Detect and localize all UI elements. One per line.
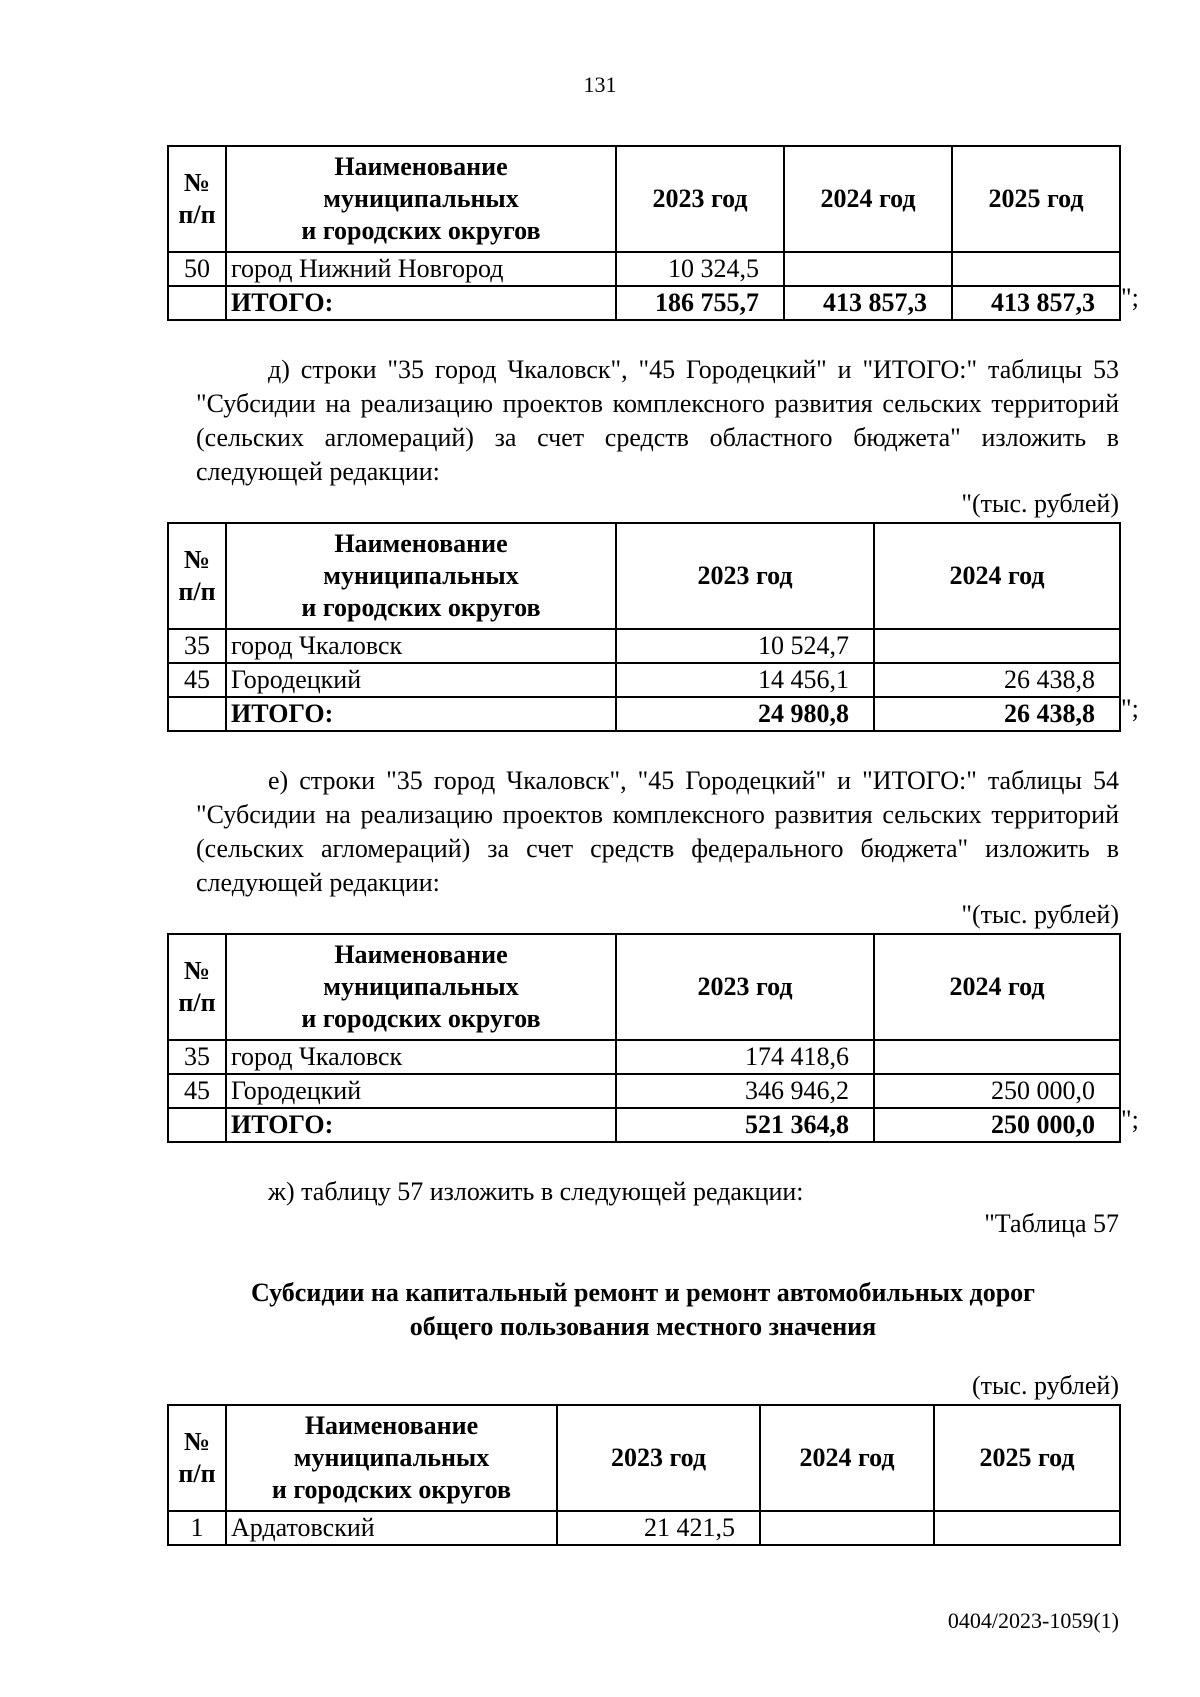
section-e-text: е) строки "35 город Чкаловск", "45 Городецкий" и "ИТОГО:" таблицы 54 "Субсидии на реализацию проектов комплексного развития сельских территорий (сельских агломераций) за счет средств федерального бюджета" изложить в следующей редакции: xyxy=(196,766,1119,897)
header-2023: 2023 год xyxy=(616,146,784,252)
header-name: Наименование муниципальных и городских округов xyxy=(226,523,616,629)
header-2024: 2024 год xyxy=(874,523,1120,629)
total-2023: 24 980,8 xyxy=(616,697,874,731)
row-2024: 250 000,0 xyxy=(874,1074,1120,1108)
table-top-block xyxy=(167,145,1119,321)
table-57-block xyxy=(167,1404,1119,1546)
table-header-row xyxy=(168,523,1120,629)
table-d-block xyxy=(167,522,1119,732)
row-2023: 174 418,6 xyxy=(616,1040,874,1074)
row-num: 35 xyxy=(168,1040,226,1074)
table-d xyxy=(167,522,1121,732)
total-row xyxy=(168,1108,1120,1142)
row-num: 50 xyxy=(168,252,226,286)
table-57-caption: "Таблица 57 xyxy=(984,1209,1119,1238)
header-num: № п/п xyxy=(168,1405,226,1511)
total-2024: 26 438,8 xyxy=(874,697,1120,731)
row-2025 xyxy=(934,1511,1120,1545)
section-e-units: "(тыс. рублей) xyxy=(961,900,1119,929)
section-zh-text: ж) таблицу 57 изложить в следующей редакции: xyxy=(268,1177,804,1206)
row-name: город Нижний Новгород xyxy=(226,252,616,286)
table-row xyxy=(168,1511,1120,1545)
row-2023: 10 524,7 xyxy=(616,629,874,663)
total-num xyxy=(168,697,226,731)
total-label: ИТОГО: xyxy=(226,286,616,320)
table-header-row xyxy=(168,934,1120,1040)
row-num: 1 xyxy=(168,1511,226,1545)
document-code: 0404/2023-1059(1) xyxy=(947,1608,1119,1633)
total-label: ИТОГО: xyxy=(226,1108,616,1142)
row-2024 xyxy=(874,1040,1120,1074)
table-row xyxy=(168,252,1120,286)
header-num: № п/п xyxy=(168,523,226,629)
table-57-title: Субсидии на капитальный ремонт и ремонт автомобильных дорог общего пользования местного значения xyxy=(251,1278,1035,1341)
table-57 xyxy=(167,1404,1121,1546)
table-e-tail: "; xyxy=(1121,1105,1139,1134)
total-label: ИТОГО: xyxy=(226,697,616,731)
row-name: Городецкий xyxy=(226,1074,616,1108)
total-2024: 413 857,3 xyxy=(784,286,952,320)
header-2025: 2025 год xyxy=(934,1405,1120,1511)
table-top-tail: "; xyxy=(1121,283,1139,312)
total-row xyxy=(168,286,1120,320)
row-num: 35 xyxy=(168,629,226,663)
header-2023: 2023 год xyxy=(616,934,874,1040)
table-row xyxy=(168,1040,1120,1074)
header-name: Наименование муниципальных и городских округов xyxy=(226,146,616,252)
header-num: № п/п xyxy=(168,934,226,1040)
header-2025: 2025 год xyxy=(952,146,1120,252)
total-2025: 413 857,3 xyxy=(952,286,1120,320)
header-2023: 2023 год xyxy=(616,523,874,629)
row-name: Городецкий xyxy=(226,663,616,697)
row-name: город Чкаловск xyxy=(226,629,616,663)
total-2024: 250 000,0 xyxy=(874,1108,1120,1142)
row-2023: 14 456,1 xyxy=(616,663,874,697)
row-2024: 26 438,8 xyxy=(874,663,1120,697)
row-2024 xyxy=(784,252,952,286)
total-num xyxy=(168,286,226,320)
row-2024 xyxy=(874,629,1120,663)
table-top xyxy=(167,145,1121,321)
section-d-units: "(тыс. рублей) xyxy=(961,489,1119,518)
row-num: 45 xyxy=(168,1074,226,1108)
header-2024: 2024 год xyxy=(784,146,952,252)
header-num: № п/п xyxy=(168,146,226,252)
header-name: Наименование муниципальных и городских округов xyxy=(226,1405,557,1511)
table-header-row xyxy=(168,1405,1120,1511)
header-name: Наименование муниципальных и городских округов xyxy=(226,934,616,1040)
header-2023: 2023 год xyxy=(557,1405,760,1511)
table-header-row xyxy=(168,146,1120,252)
table-d-tail: "; xyxy=(1121,694,1139,723)
row-name: Ардатовский xyxy=(226,1511,557,1545)
page-number: 131 xyxy=(583,72,617,97)
table-row xyxy=(168,629,1120,663)
row-2023: 346 946,2 xyxy=(616,1074,874,1108)
section-d-text: д) строки "35 город Чкаловск", "45 Городецкий" и "ИТОГО:" таблицы 53 "Субсидии на реализацию проектов комплексного развития сельских территорий (сельских агломераций) за счет средств областного бюджета" изложить в следующей редакции: xyxy=(196,355,1119,486)
row-2023: 10 324,5 xyxy=(616,252,784,286)
section-zh-units: (тыс. рублей) xyxy=(971,1371,1119,1400)
total-row xyxy=(168,697,1120,731)
table-e-block xyxy=(167,933,1119,1143)
table-e xyxy=(167,933,1121,1143)
row-num: 45 xyxy=(168,663,226,697)
header-2024: 2024 год xyxy=(760,1405,934,1511)
header-2024: 2024 год xyxy=(874,934,1120,1040)
total-num xyxy=(168,1108,226,1142)
row-name: город Чкаловск xyxy=(226,1040,616,1074)
total-2023: 186 755,7 xyxy=(616,286,784,320)
table-row xyxy=(168,1074,1120,1108)
row-2023: 21 421,5 xyxy=(557,1511,760,1545)
table-row xyxy=(168,663,1120,697)
total-2023: 521 364,8 xyxy=(616,1108,874,1142)
row-2024 xyxy=(760,1511,934,1545)
row-2025 xyxy=(952,252,1120,286)
